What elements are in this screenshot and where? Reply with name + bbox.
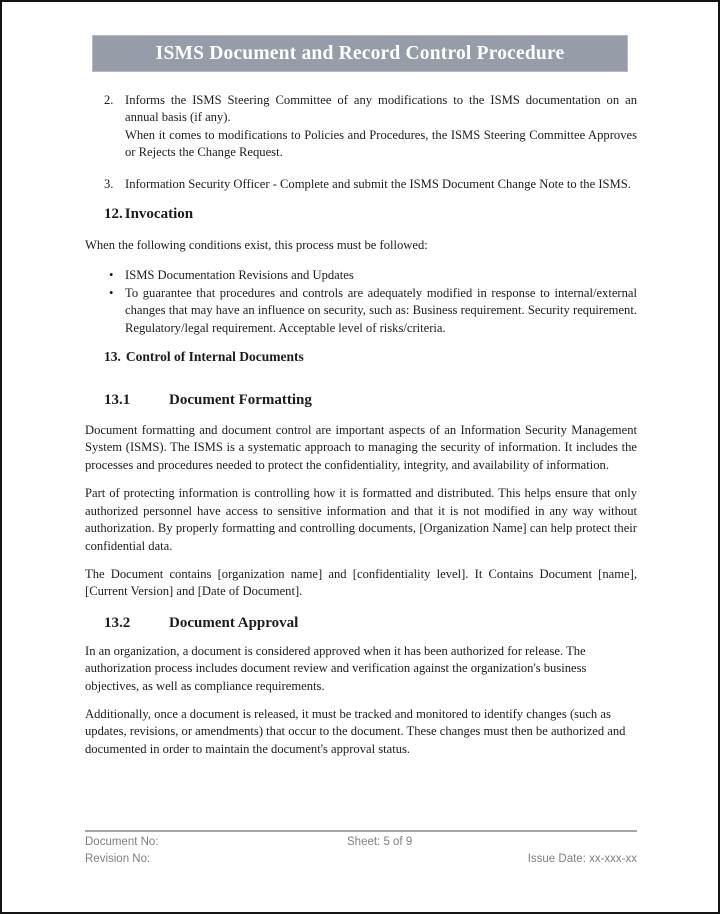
bullet-text: ISMS Documentation Revisions and Updates (125, 268, 354, 283)
footer-sheet-label: Sheet: 5 of 9 (347, 836, 413, 848)
heading-number: 13. (104, 349, 121, 365)
bullet-icon: • (109, 285, 114, 300)
footer-revision-no-label: Revision No: (85, 853, 151, 865)
section-heading-invocation (104, 206, 637, 223)
page-footer (85, 830, 637, 867)
heading-number: 12. (104, 206, 123, 223)
page-content (2, 35, 718, 758)
item-text (125, 176, 637, 193)
bullet-icon: • (109, 268, 114, 283)
body-paragraph: In an organization, a document is considered approved when it has been authorized for release. The authorization process includes document review and verification against the organization's business objectives, as well as compliance requirements. (85, 643, 587, 693)
item-number: 2. (104, 93, 114, 107)
section-heading-control-of-internal-documents (104, 349, 637, 365)
footer-divider (85, 830, 637, 832)
body-paragraph: Additionally, once a document is released, it must be tracked and monitored to identify changes (such as updates, revisions, or amendments) that occur to the document. These changes must then be authorized and documented in order to maintain the document's approval status. (85, 706, 626, 756)
bullet-item (85, 285, 637, 337)
item-text (125, 92, 637, 162)
bullet-item (85, 267, 637, 284)
numbered-item-2 (85, 92, 637, 162)
footer-document-no-label: Document No: (85, 836, 159, 848)
bullet-list (85, 267, 637, 337)
section-heading-document-approval (104, 615, 637, 632)
heading-title: Document Formatting (169, 392, 312, 409)
body-paragraph: Part of protecting information is controlling how it is formatted and distributed. This helps ensure that only authorized personnel have access to sensitive information and that it is not modified in any way without authorization. By properly formatting and controlling documents, [Organization Name] can help protect their confidential data. (85, 486, 637, 553)
bullet-text: To guarantee that procedures and controls are adequately modified in response to internal/external changes that may have an influence on security, such as: Business requirement. Security requirement. Regulatory/legal requirement. Acceptable level of risks/criteria. (125, 285, 637, 335)
invocation-intro-paragraph: When the following conditions exist, this process must be followed: (85, 238, 428, 253)
footer-row-1 (85, 834, 637, 850)
page-title: ISMS Document and Record Control Procedure (155, 42, 565, 64)
item-paragraph: Information Security Officer - Complete and submit the ISMS Document Change Note to the ISMS. (125, 176, 631, 191)
item-number: 3. (104, 176, 114, 191)
heading-title: Control of Internal Documents (125, 349, 304, 365)
heading-number: 13.1 (104, 392, 131, 409)
item-paragraph: Informs the ISMS Steering Committee of any modifications to the ISMS documentation on an annual basis (if any). (125, 93, 637, 125)
body-paragraph: The Document contains [organization name] and [confidentiality level]. It Contains Document [name], [Current Version] and [Date of Document]. (85, 566, 637, 599)
body-paragraph: Document formatting and document control are important aspects of an Information Security Management System (ISMS). The ISMS is a systematic approach to managing the security of information. It includes the processes and procedures needed to protect the confidentiality, integrity, and availability of information. (85, 423, 637, 472)
title-banner (92, 35, 628, 72)
heading-title: Invocation (124, 206, 194, 223)
heading-number: 13.2 (104, 614, 131, 631)
numbered-item-3 (85, 176, 637, 193)
footer-issue-date-label: Issue Date: xx-xxx-xx (527, 853, 637, 865)
section-heading-document-formatting (104, 392, 637, 409)
item-paragraph: When it comes to modifications to Policies and Procedures, the ISMS Steering Committee Approves or Rejects the Change Request. (125, 127, 637, 160)
heading-title: Document Approval (169, 614, 299, 631)
footer-row-2 (85, 851, 637, 867)
